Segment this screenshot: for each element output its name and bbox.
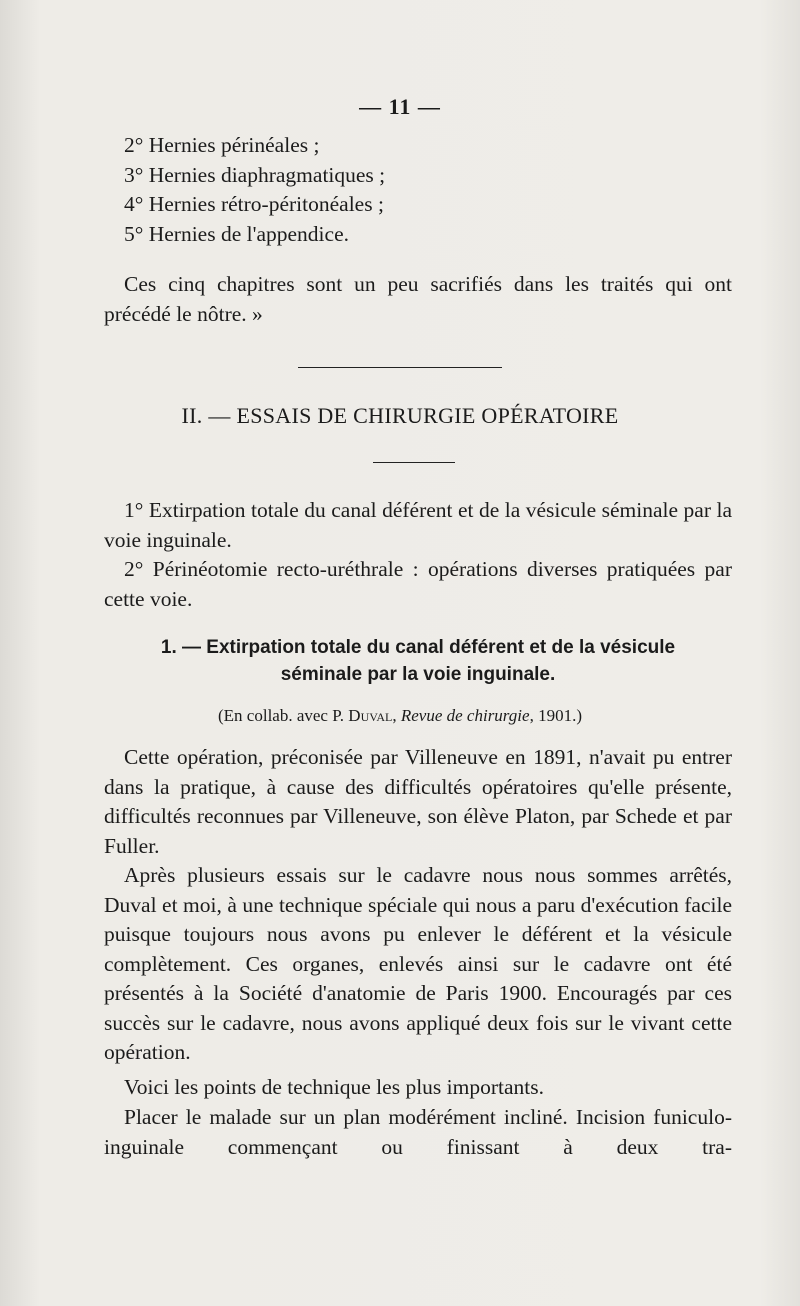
hernia-list [104, 131, 732, 249]
divider-rule-short [373, 462, 455, 463]
list-item: 3° Hernies diaphragmatiques ; [124, 162, 386, 187]
list-item: 2° Hernies périnéales ; [124, 133, 320, 157]
credit-author: Duval [348, 706, 393, 725]
section-item: 1° Extirpation totale du canal déférent et de la vésicule séminale par la voie inguinale. [104, 498, 732, 552]
subsection-title [104, 634, 732, 688]
section-item: 2° Périnéotomie recto-uréthrale : opérations diverses pratiquées par cette voie. [104, 557, 732, 611]
page-number: — 11 — [359, 94, 441, 119]
divider-rule [298, 367, 502, 368]
list-item: 5° Hernies de l'appendice. [124, 221, 349, 246]
body-paragraph: Cette opération, préconisée par Villeneuve en 1891, n'avait pu entrer dans la pratique, à cause des difficultés opératoires qu'elle présente, difficultés reconnues par Villeneuve, son élève Platon, par Schede et par Fuller. [104, 745, 732, 858]
credit-sep: , [392, 706, 401, 725]
list-item: 4° Hernies rétro-péritonéales ; [124, 192, 384, 216]
credit-suffix: , 1901.) [529, 706, 582, 725]
body-paragraph: Voici les points de technique les plus importants. [124, 1075, 544, 1099]
credit-line [0, 706, 800, 726]
section-title: II. — ESSAIS DE CHIRURGIE OPÉRATOIRE [181, 403, 619, 428]
credit-prefix: (En collab. avec P. [218, 706, 349, 725]
subsection-title-line: séminale par la voie inguinale. [280, 664, 556, 685]
subsection-title-line: 1. — Extirpation totale du canal déférent et de la vésicule [160, 637, 676, 658]
credit-journal: Revue de chirurgie [400, 706, 530, 725]
closing-paragraph: Ces cinq chapitres sont un peu sacrifiés dans les traités qui ont précédé le nôtre. » [104, 272, 732, 326]
body-paragraph: Placer le malade sur un plan modérément incliné. Incision funiculo-inguinale commençant ou finissant à deux tra- [104, 1105, 732, 1159]
body-paragraph: Après plusieurs essais sur le cadavre nous nous sommes arrêtés, Duval et moi, à une technique spéciale qui nous a paru d'exécution facile puisque toujours nous avons pu enlever le déférent et la vésicule complètement. Ces organes, enlevés ainsi sur le cadavre ont été présentés à la Société d'anatomie de Paris 1900. Encouragés par ces succès sur le cadavre, nous avons appliqué deux fois sur le vivant cette opération. [104, 863, 732, 1064]
